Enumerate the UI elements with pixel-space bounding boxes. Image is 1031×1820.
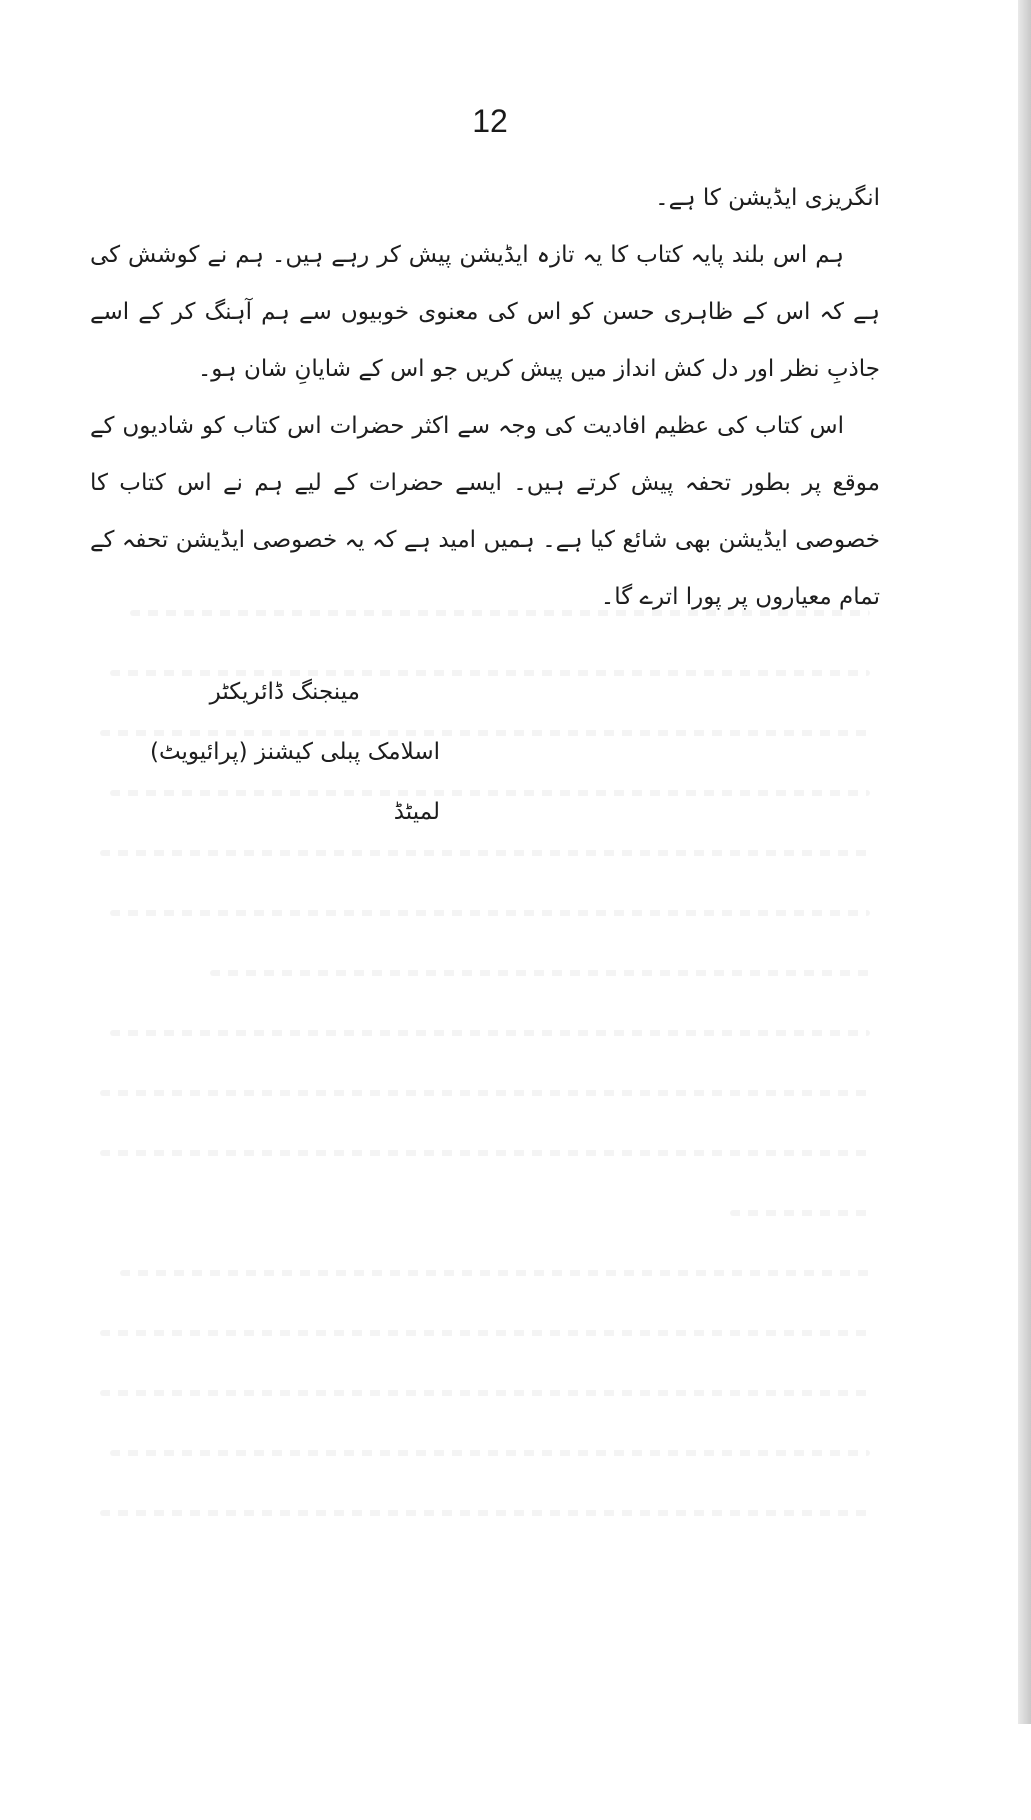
paragraph-3: اس کتاب کی عظیم افادیت کی وجہ سے اکثر حضرات اس کتاب کو شادیوں کے موقع پر بطور تحفہ پیش کرتے ہیں۔ ایسے حضرات کے لیے ہم نے اس کتاب کا خصوصی ایڈیشن بھی شائع کیا ہے۔ ہمیں امید ہے کہ یہ خصوصی ایڈیشن تحفہ کے تمام معیاروں پر پورا اترے گا۔ [90, 413, 880, 610]
page-edge-shadow [1018, 0, 1031, 1724]
signature-block [130, 662, 440, 842]
signature-title: مینجنگ ڈائریکٹر [209, 679, 360, 705]
body-text [90, 170, 880, 626]
signature-organization: اسلامک پبلی کیشنز (پرائیویٹ) لمیٹڈ [149, 739, 440, 825]
page-number: 12 [472, 103, 508, 139]
paragraph-2: ہم اس بلند پایہ کتاب کا یہ تازہ ایڈیشن پیش کر رہے ہیں۔ ہم نے کوشش کی ہے کہ اس کے ظاہری حسن کو اس کی معنوی خوبیوں سے ہم آہنگ کر کے اسے جاذبِ نظر اور دل کش انداز میں پیش کریں جو اس کے شایانِ شان ہو۔ [90, 242, 880, 382]
paragraph-1: انگریزی ایڈیشن کا ہے۔ [655, 185, 880, 211]
